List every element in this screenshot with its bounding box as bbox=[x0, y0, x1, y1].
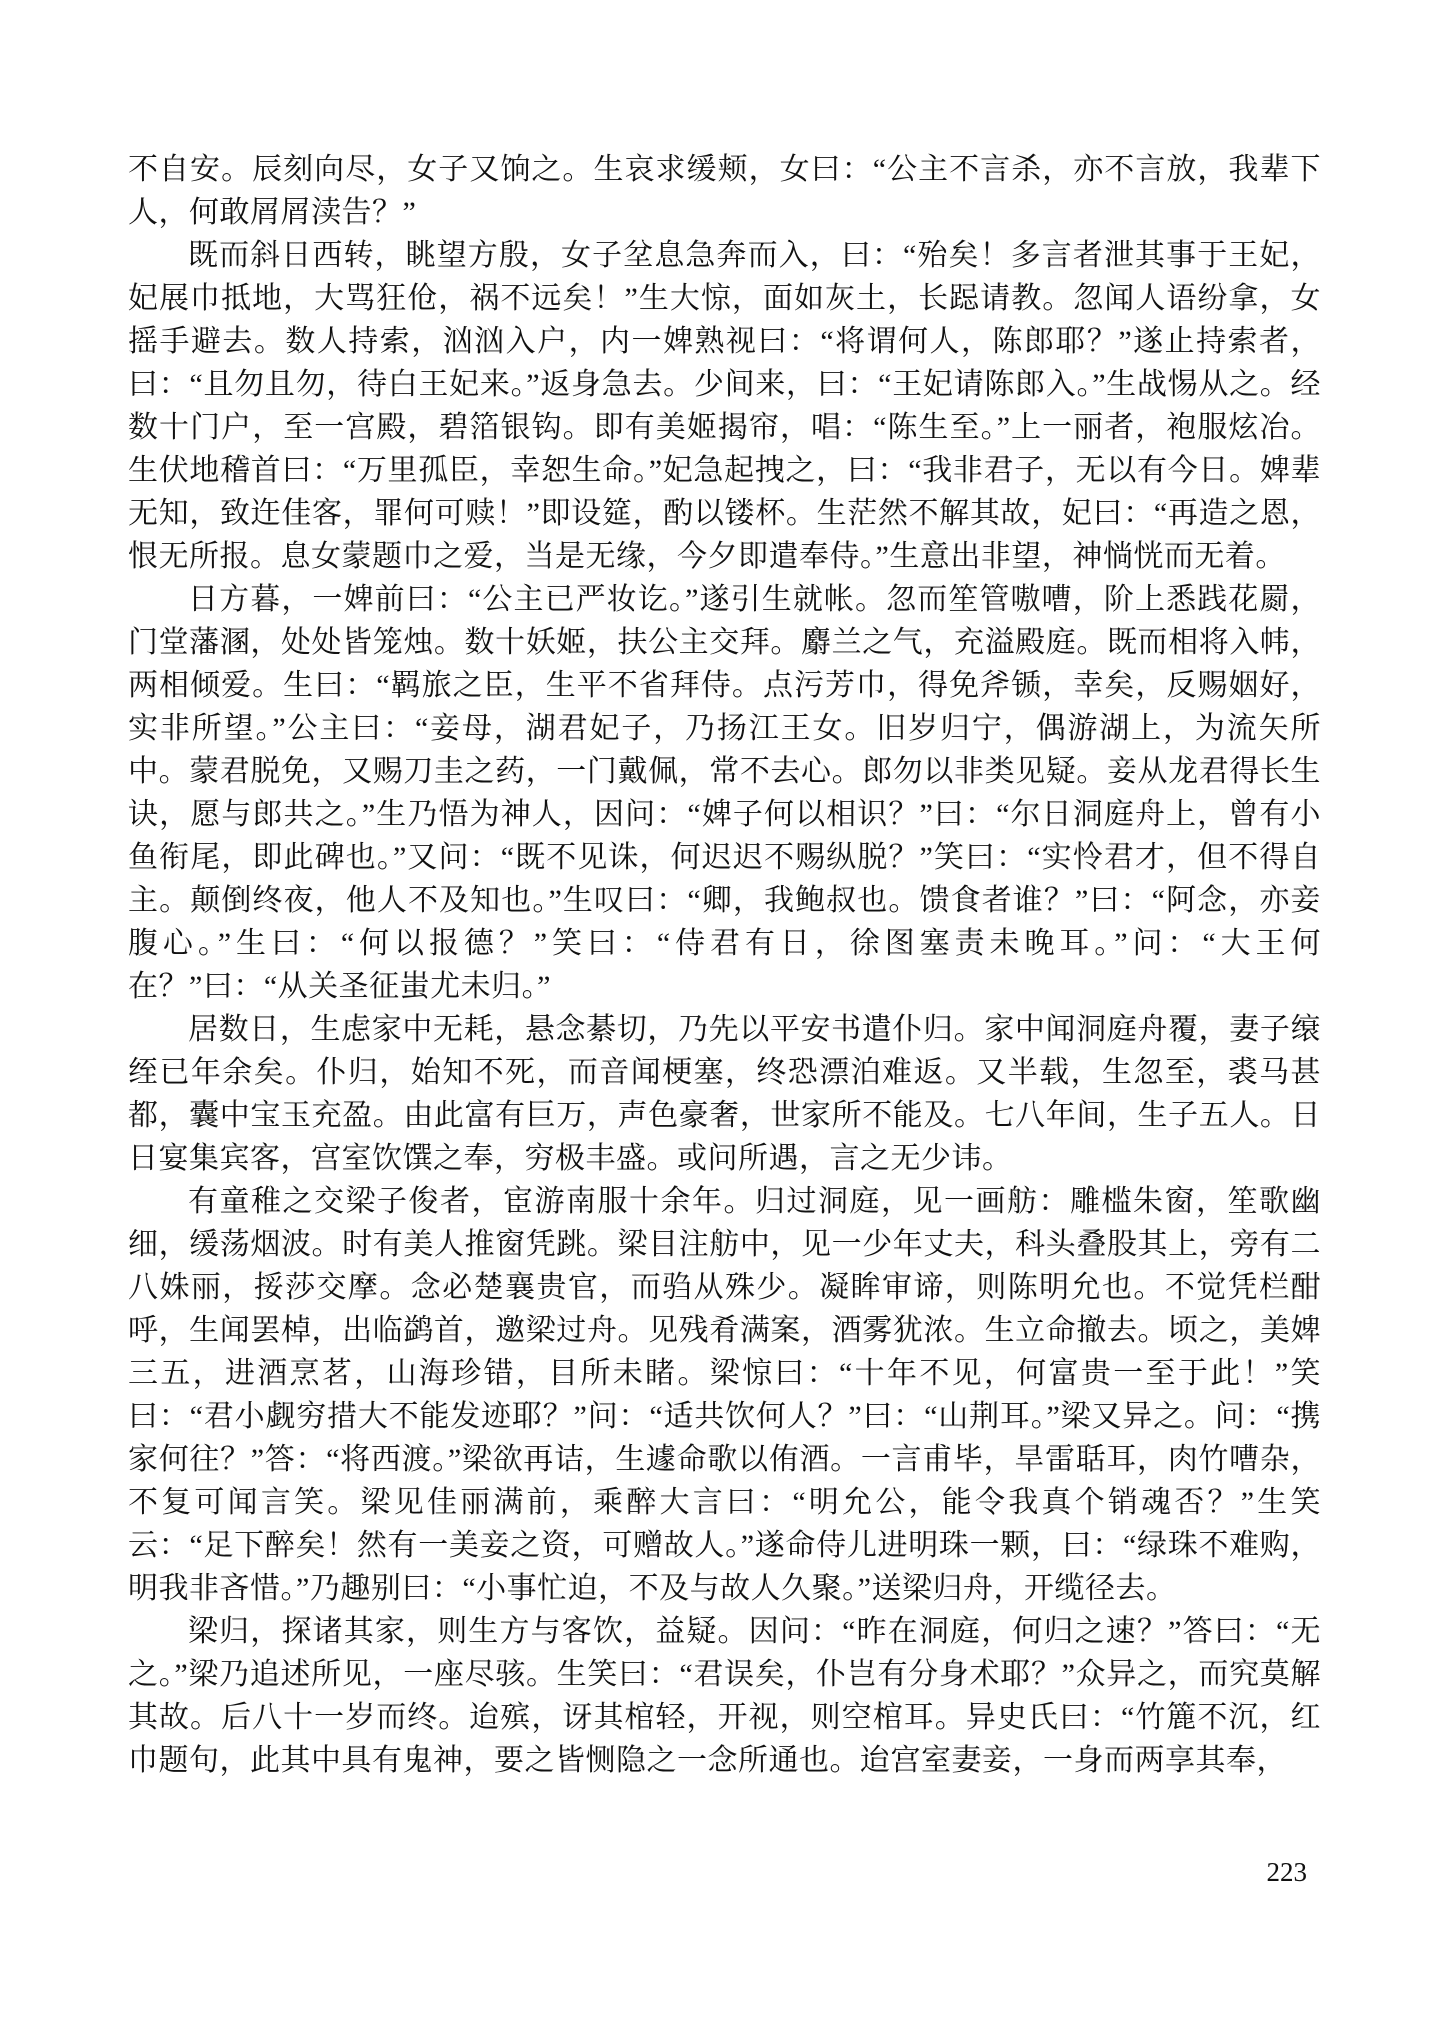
paragraph: 梁归，探诸其家，则生方与客饮，益疑。因问：“昨在洞庭，何归之速？”答曰：“无之。”梁乃追述所见，一座尽骇。生笑曰：“君误矣，仆岂有分身术耶？”众异之，而究莫解其故。后八十一岁而终。迨殡，讶其棺轻，开视，则空棺耳。异史氏曰：“竹簏不沉，红巾题句，此其中具有鬼神，要之皆恻隐之一念所通也。迨宫室妻妾，一身而两享其奉， bbox=[128, 1615, 1321, 1777]
paragraph: 有童稚之交梁子俊者，宦游南服十余年。归过洞庭，见一画舫：雕槛朱窗，笙歌幽细，缓荡烟波。时有美人推窗凭跳。梁目注舫中，见一少年丈夫，科头叠股其上，旁有二八姝丽，挼莎交摩。念必楚襄贵官，而驺从殊少。凝眸审谛，则陈明允也。不觉凭栏酣呼，生闻罢棹，出临鹢首，邀梁过舟。见残肴满案，酒雾犹浓。生立命撤去。顷之，美婢三五，进酒烹茗，山海珍错，目所未睹。梁惊曰：“十年不见，何富贵一至于此！”笑曰：“君小觑穷措大不能发迹耶？”问：“适共饮何人？”曰：“山荆耳。”梁又异之。问：“携家何往？”答：“将西渡。”梁欲再诘，生遽命歌以侑酒。一言甫毕，旱雷聒耳，肉竹嘈杂，不复可闻言笑。梁见佳丽满前，乘醉大言曰：“明允公，能令我真个销魂否？”生笑云：“足下醉矣！然有一美妾之资，可赠故人。”遂命侍儿进明珠一颗，曰：“绿珠不难购，明我非吝惜。”乃趣别曰：“小事忙迫，不及与故人久聚。”送梁归舟，开缆径去。 bbox=[128, 1185, 1321, 1605]
paragraph: 既而斜日西转，眺望方殷，女子坌息急奔而入，曰：“殆矣！多言者泄其事于王妃，妃展巾抵地，大骂狂伧，祸不远矣！”生大惊，面如灰土，长跽请教。忽闻人语纷拿，女摇手避去。数人持索，汹汹入户，内一婢熟视曰：“将谓何人，陈郎耶？”遂止持索者，曰：“且勿且勿，待白王妃来。”返身急去。少间来，曰：“王妃请陈郎入。”生战惕从之。经数十门户，至一宫殿，碧箔银钩。即有美姬揭帘，唱：“陈生至。”上一丽者，袍服炫冶。生伏地稽首曰：“万里孤臣，幸恕生命。”妃急起拽之，曰：“我非君子，无以有今日。婢辈无知，致迕佳客，罪何可赎！”即设筵，酌以镂杯。生茫然不解其故，妃曰：“再造之恩，恨无所报。息女蒙题巾之爱，当是无缘，今夕即遣奉侍。”生意出非望，神惝恍而无着。 bbox=[128, 239, 1321, 573]
paragraph: 居数日，生虑家中无耗，悬念綦切，乃先以平安书遣仆归。家中闻洞庭舟覆，妻子缞绖已年余矣。仆归，始知不死，而音闻梗塞，终恐漂泊难返。又半载，生忽至，裘马甚都，囊中宝玉充盈。由此富有巨万，声色豪奢，世家所不能及。七八年间，生子五人。日日宴集宾客，宫室饮馔之奉，穷极丰盛。或问所遇，言之无少讳。 bbox=[128, 1013, 1321, 1175]
text-block bbox=[128, 148, 1321, 1782]
paragraph-continuation: 不自安。辰刻向尽，女子又饷之。生哀求缓颊，女曰：“公主不言杀，亦不言放，我辈下人，何敢屑屑渎告？” bbox=[128, 153, 1321, 229]
page-number: 223 bbox=[1266, 1857, 1307, 1887]
paragraph: 日方暮，一婢前曰：“公主已严妆讫。”遂引生就帐。忽而笙管嗷嘈，阶上悉践花罽，门堂藩溷，处处皆笼烛。数十妖姬，扶公主交拜。麝兰之气，充溢殿庭。既而相将入帏，两相倾爱。生曰：“羁旅之臣，生平不省拜侍。点污芳巾，得免斧锧，幸矣，反赐姻好，实非所望。”公主曰：“妾母，湖君妃子，乃扬江王女。旧岁归宁，偶游湖上，为流矢所中。蒙君脱免，又赐刀圭之药，一门戴佩，常不去心。郎勿以非类见疑。妾从龙君得长生诀，愿与郎共之。”生乃悟为神人，因问：“婢子何以相识？”曰：“尔日洞庭舟上，曾有小鱼衔尾，即此碑也。”又问：“既不见诛，何迟迟不赐纵脱？”笑曰：“实怜君才，但不得自主。颠倒终夜，他人不及知也。”生叹曰：“卿，我鲍叔也。馈食者谁？”曰：“阿念，亦妾腹心。”生曰：“何以报德？”笑曰：“侍君有日，徐图塞责未晚耳。”问：“大王何在？”曰：“从关圣征蚩尤未归。” bbox=[128, 583, 1321, 1003]
